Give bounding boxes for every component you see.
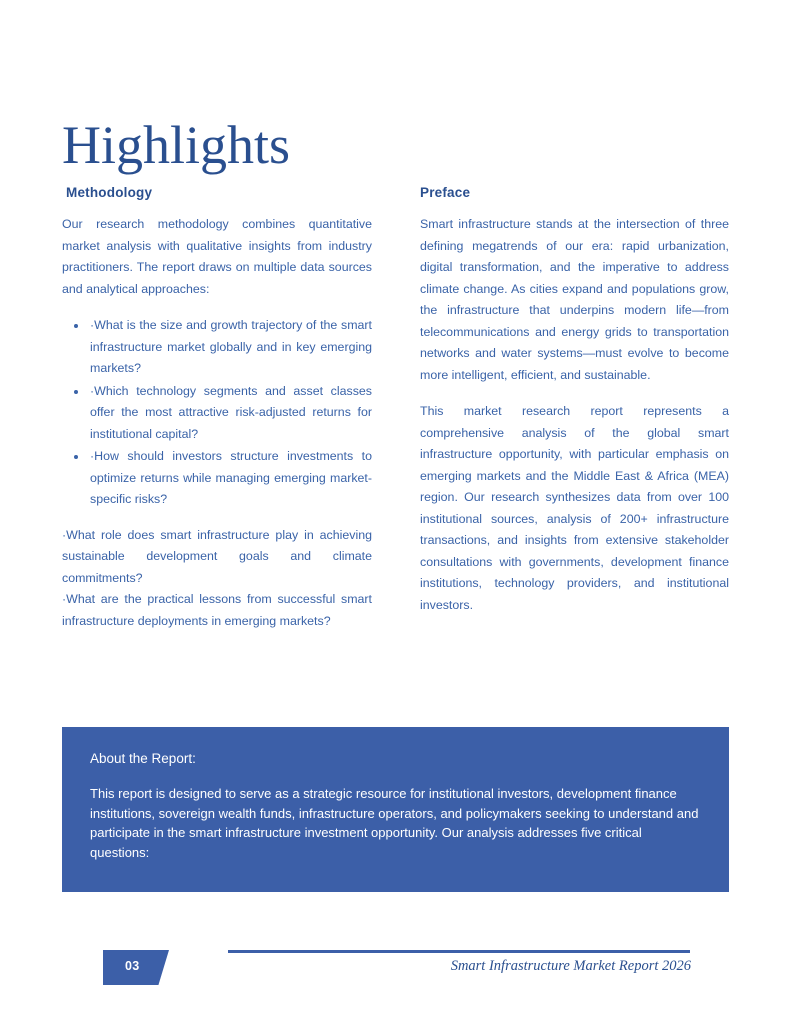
list-item: • ·How should investors structure investments to optimize returns while managing emerging market-specific risks? bbox=[88, 446, 372, 511]
about-the-report-box bbox=[62, 727, 729, 892]
preface-paragraph-2: This market research report represents a comprehensive analysis of the global smart infrastructure opportunity, with particular emphasis on emerging markets and the Middle East & Africa (MEA) region. Our research synthesizes data from over 100 institutional sources, analysis of 200+ infrastructure transactions, and insights from extensive stakeholder consultations with governments, development finance institutions, technology providers, and institutional investors. bbox=[420, 404, 729, 612]
about-box-title: About the Report: bbox=[90, 751, 196, 766]
footer-report-title: Smart Infrastructure Market Report 2026 bbox=[450, 958, 691, 974]
methodology-extra-question-2: ·What are the practical lessons from successful smart infrastructure deployments in emerging markets? bbox=[62, 592, 372, 628]
about-box-text: This report is designed to serve as a strategic resource for institutional investors, development finance institutions, sovereign wealth funds, infrastructure operators, and policymakers seeking to understand and participate in the smart infrastructure investment opportunity. Our analysis addresses five critical questions: bbox=[90, 786, 699, 860]
list-item: • ·What is the size and growth trajectory of the smart infrastructure market globally and in key emerging markets? bbox=[88, 315, 372, 380]
list-item: • ·Which technology segments and asset classes offer the most attractive risk-adjusted returns for institutional capital? bbox=[88, 381, 372, 446]
page-title: Highlights bbox=[62, 115, 291, 176]
methodology-intro: Our research methodology combines quantitative market analysis with qualitative insights from industry practitioners. The report draws on multiple data sources and analytical approaches: bbox=[62, 217, 372, 296]
footer-divider bbox=[228, 950, 690, 953]
page-number: 03 bbox=[125, 959, 140, 973]
preface-heading: Preface bbox=[420, 185, 471, 200]
preface-paragraph-1: Smart infrastructure stands at the intersection of three defining megatrends of our era: rapid urbanization, digital transformation, and the imperative to address climate change. As cities expand and populations grow, the infrastructure that underpins modern life—from telecommunications and energy grids to transportation networks and water systems—must evolve to become more intelligent, efficient, and sustainable. bbox=[420, 217, 729, 382]
methodology-extra-question-1: ·What role does smart infrastructure play in achieving sustainable development goals and climate commitments? bbox=[62, 527, 372, 585]
methodology-heading: Methodology bbox=[66, 185, 153, 200]
preface-column bbox=[420, 185, 729, 616]
methodology-column bbox=[62, 185, 372, 632]
methodology-question-list bbox=[62, 315, 372, 511]
